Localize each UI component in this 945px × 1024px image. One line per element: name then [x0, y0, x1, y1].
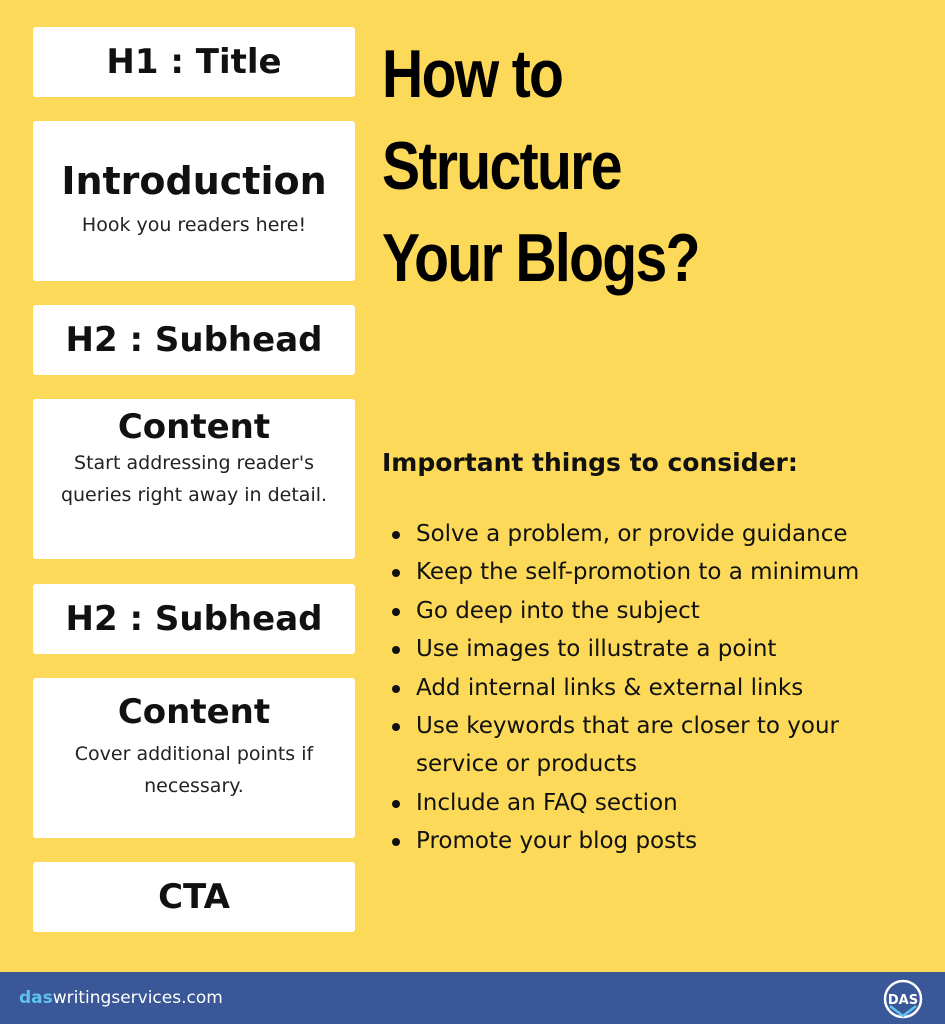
footer-domain-rest: writingservices.com [52, 988, 223, 1008]
content-desc-1: Start addressing reader's queries right away in detail. [60, 452, 328, 506]
tips-list [388, 515, 928, 861]
h2-subhead-label-1: H2 : Subhead [65, 320, 323, 360]
content-title-1: Content [117, 407, 271, 447]
footer-domain-prefix: das [19, 988, 53, 1008]
footer-domain[interactable] [19, 986, 223, 1010]
list-item: Add internal links & external links [388, 669, 928, 707]
h1-title-box [33, 27, 355, 97]
headline-line-3: Your Blogs? [382, 220, 699, 296]
content-box-2 [33, 678, 355, 838]
h2-subhead-box-1 [33, 305, 355, 375]
list-item: Include an FAQ section [388, 784, 928, 822]
content-desc-2: Cover additional points if necessary. [74, 743, 314, 797]
h2-subhead-label-2: H2 : Subhead [65, 599, 323, 639]
list-item: Keep the self-promotion to a minimum [388, 553, 928, 591]
content-box-1 [33, 399, 355, 559]
introduction-title: Introduction [61, 159, 327, 203]
tips-heading: Important things to consider: [382, 448, 798, 477]
list-item: Promote your blog posts [388, 822, 928, 860]
h1-title-label: H1 : Title [106, 42, 282, 82]
headline-line-1: How to [382, 36, 563, 112]
list-item: Use images to illustrate a point [388, 630, 928, 668]
logo-text: DAS [887, 993, 919, 1008]
main-headline [382, 28, 735, 304]
introduction-desc: Hook you readers here! [81, 214, 307, 236]
list-item: Use keywords that are closer to your service or products [388, 707, 928, 784]
das-logo-icon [882, 978, 924, 1020]
cta-box [33, 862, 355, 932]
headline-line-2: Structure [382, 128, 621, 204]
list-item: Solve a problem, or provide guidance [388, 515, 928, 553]
h2-subhead-box-2 [33, 584, 355, 654]
content-title-2: Content [117, 692, 271, 732]
list-item: Go deep into the subject [388, 592, 928, 630]
footer-bar [0, 972, 945, 1024]
introduction-box [33, 121, 355, 281]
cta-label: CTA [158, 877, 230, 917]
